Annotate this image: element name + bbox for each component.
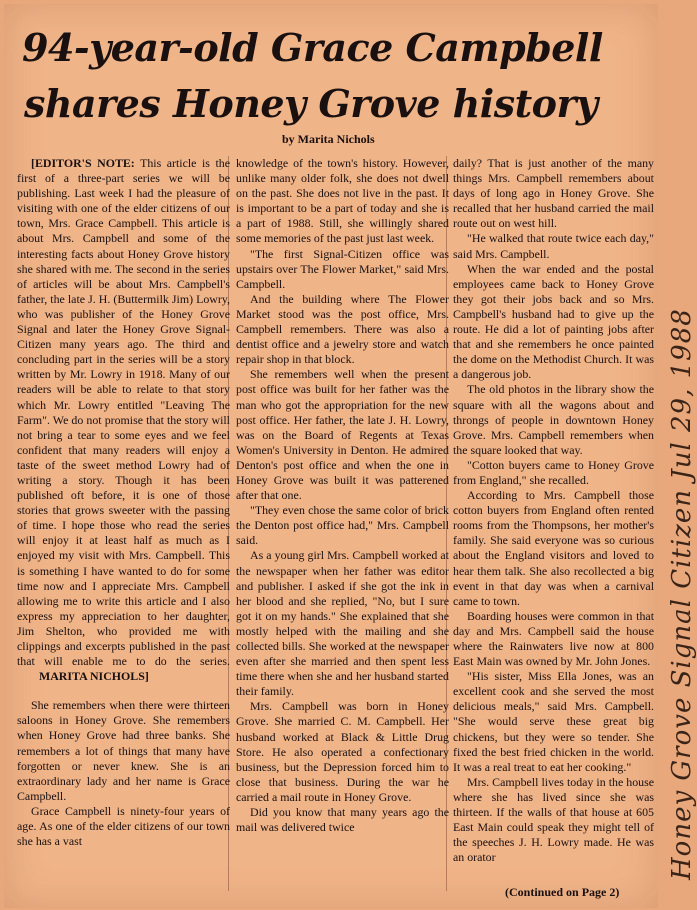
editors-note-label: [EDITOR'S NOTE: [31, 156, 135, 170]
editors-note-signature: MARITA NICHOLS] [39, 669, 149, 684]
paragraph: The old photos in the library show the square with all the wagons about and throngs of people in downtown Honey Grove. Mrs. Campbell remembers when the square looked that way. [453, 382, 654, 457]
paragraph: And the building where The Flower Market stood was the post office, Mrs. Campbell remembers. There was also a dentist office and a jewelry store and watch repair shop in that block. [236, 291, 449, 367]
paragraph: "He walked that route twice each day," said Mrs. Campbell. [453, 231, 654, 261]
headline-line-1: 94-year-old Grace Campbell [22, 25, 603, 70]
headline-line-2: shares Honey Grove history [24, 81, 598, 126]
paragraph: As a young girl Mrs. Campbell worked at the newspaper when her father was editor and publisher. I asked if she got the ink in her blood and she replied, "No, but I sure got it on my hands." She explained that she mostly helped with the mailing and she collected bills. She worked at the newspaper even after she married and then spent less time there when she and her husband started their family. [236, 548, 449, 699]
paragraph: Did you know that many years ago the mail was delivered twice [236, 805, 449, 835]
headline [22, 20, 642, 132]
paragraph: She remembers when there were thirteen saloons in Honey Grove. She remembers when Honey Grove had three banks. She remembers a lot of things that many have forgotten or never knew. She is an extraordinary lady and her name is Grace Campbell. [17, 698, 230, 803]
handwritten-source-note: Honey Grove Signal Citizen Jul 29, 1988 [667, 308, 697, 880]
column-1 [17, 156, 230, 849]
paragraph: "His sister, Miss Ella Jones, was an excellent cook and she served the most delicious meals," said Mrs. Campbell. "She would serve these great big chickens, but they were so tender. She fixed the best fried chicken in the world. It was a real treat to eat her cooking." [453, 669, 654, 774]
paragraph: knowledge of the town's history. However, unlike many older folk, she does not dwell on the past. She does not live in the past. It is important to be a part of today and she is a part of 1988. Still, she willingly shared some memories of the past just last week. [236, 156, 449, 246]
paragraph: "Cotton buyers came to Honey Grove from England," she recalled. [453, 457, 654, 487]
column-2 [236, 156, 449, 835]
paragraph: According to Mrs. Campbell those cotton buyers from England often rented rooms from the Thompsons, her mother's family. She said everyone was so curious about the England visitors and loved to hear them talk. She also recollected a big event in that day was when a carnival came to town. [453, 488, 654, 608]
editors-note [17, 156, 230, 684]
editors-note-body: This article is the first of a three-part series we will be publishing. Last week I had the pleasure of visiting with one of the elder citizens of our town, Mrs. Grace Campbell. This article is about Mrs. Campbell and some of the interesting facts about Honey Grove history she shared with me. The second in the series of articles will be about Mrs. Campbell's father, the late J. H. (Buttermilk Jim) Lowry, who was publisher of the Honey Grove Signal and later the Honey Grove Signal-Citizen many years ago. The third and concluding part in the series will be a story written by Mr. Lowry in 1918. Many of our readers will be able to relate to that story which Mr. Lowry entitled "Leaving The Farm". We do not promise that the story will not bring a tear to some eyes and we feel confident that many readers will enjoy a taste of the sweet method Lowry had of writing a story. Though it has been published oft before, it is one of those stories that grows sweeter with the passing of time. I hope those who read the series will enjoy it at least half as much as I enjoyed my visit with Mrs. Campbell. This is something I have wanted to do for some time now and I appreciate Mrs. Campbell allowing me to write this article and I also express my appreciation to her daughter, Jim Shelton, who provided me with clippings and excerpts published in the past that will enable me to do the series. [17, 156, 230, 669]
paragraph: Mrs. Campbell was born in Honey Grove. She married C. M. Campbell. Her husband worked at Black & Little Drug Store. He also operated a confectionary business, but the Depression forced him to close that business. During the war he carried a mail route in Honey Grove. [236, 699, 449, 804]
continued-note: (Continued on Page 2) [505, 885, 620, 899]
byline: by Marita Nichols [282, 132, 375, 146]
paragraph: Boarding houses were common in that day and Mrs. Campbell said the house where the Rainwaters live now at 800 East Main was owned by Mr. John Jones. [453, 608, 654, 669]
paragraph: "They even chose the same color of brick the Denton post office had," Mrs. Campbell said. [236, 503, 449, 548]
column-3 [453, 156, 654, 865]
paragraph: She remembers well when the present post office was built for her father was the man who got the appropriation for the new post office. Her father, the late J. H. Lowry, was on the Board of Regents at Texas Women's University in Denton. He admired Denton's post office and when the one in Honey Grove was built it was patterened after that one. [236, 367, 449, 503]
paragraph: daily? That is just another of the many things Mrs. Campbell remembers about days of long ago in Honey Grove. She recalled that her husband carried the mail route out on west hill. [453, 156, 654, 231]
paragraph: "The first Signal-Citizen office was upstairs over The Flower Market," said Mrs. Campbell. [236, 246, 449, 291]
paragraph: Mrs. Campbell lives today in the house where she has lived since she was thirteen. If the walls of that house at 605 East Main could speak they might tell of the speeches J. H. Lowry made. He was an orator [453, 774, 654, 865]
paragraph: When the war ended and the postal employees came back to Honey Grove they got their jobs back and so Mrs. Campbell's husband had to give up the route. He did a lot of painting jobs after that and she remembers he once painted the dome on the Methodist Church. It was a dangerous job. [453, 261, 654, 382]
paragraph: Grace Campbell is ninety-four years of age. As one of the elder citizens of our town she has a vast [17, 803, 230, 849]
